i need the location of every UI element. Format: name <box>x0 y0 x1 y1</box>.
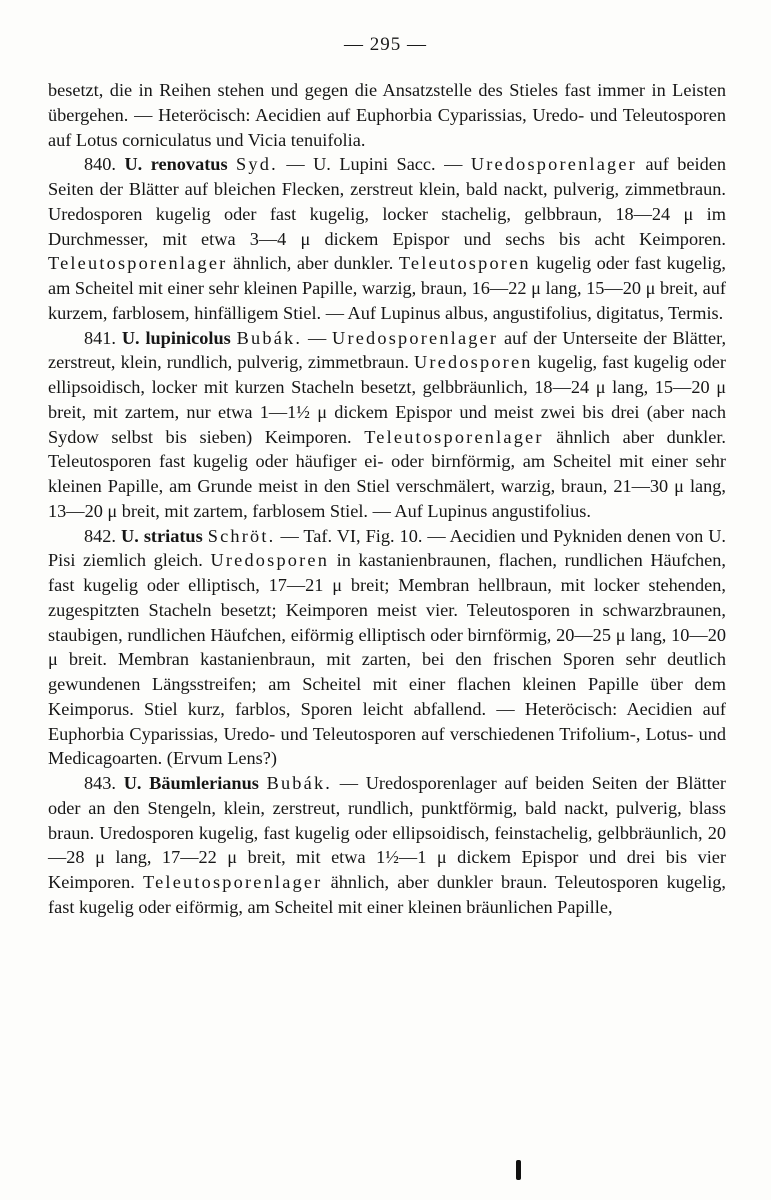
entry-text: kugelig, fast kugelig oder ellipsoidisch, locker mit kurzen Stacheln besetzt, gelbbräunlich, 18—24 μ lang, 15—20 μ breit, mit zartem, nur etwa 1—1½ μ dickem Epispor und meist zwei bis drei (aber nach Sydow selbst bis sieben) Keimporen. <box>48 352 727 447</box>
entry-species: striatus <box>143 525 203 546</box>
entry-text: in kastanienbraunen, flachen, rundlichen Häufchen, fast kugelig oder elliptisch, 17—21 μ breit; Membran hellbraun, mit locker stehenden, zugespitzten Stacheln besetzt; Keimporen meist vier. Teleutosporen in schwarzbraunen, staubigen, rundlichen Häufchen, eiförmig elliptisch oder birnförmig, 20—25 μ lang, 10—20 μ breit. Membran kastanienbraun, mit zarten, bei den frischen Sporen sehr deutlich gewundenen Längsstreifen; am Scheitel mit einer flachen kleinen Papille über dem Keimporus. Stiel kurz, farblos, Sporen leicht abfallend. — Heteröcisch: Aecidien auf Euphorbia Cyparissias, Uredo- und Teleutosporen auf verschiedenen Trifolium-, Lotus- und Medicagoarten. (Ervum Lens?) <box>48 550 726 769</box>
intro-paragraph: besetzt, die in Reihen stehen und gegen die Ansatzstelle des Stieles fast immer in Leisten übergehen. — Heteröcisch: Aecidien auf Euphorbia Cyparissias, Uredo- und Teleutosporen auf Lotus corniculatus und Vicia tenuifolia. <box>48 80 726 150</box>
entry-text: ähnlich, aber dunkler braun. Teleutosporen kugelig, fast kugelig oder eiförmig, am Scheitel mit einer kleinen bräunlichen Papille, <box>48 872 726 917</box>
spaced-term: Teleutosporen <box>398 253 531 274</box>
spaced-term: Teleutosporenlager <box>364 426 544 447</box>
entry-species: Bäumlerianus <box>149 773 259 793</box>
entry-text: — Uredosporenlager auf beiden Seiten der Blätter oder an den Stengeln, klein, zerstreut, rundlich, punktförmig, bald nackt, pulverig, blass braun. Uredosporen kugelig, fast kugelig oder ellipsoidisch, feinstachelig, gelbbräunlich, 20—28 μ lang, 17—22 μ breit, mit etwa 1½—1 μ dickem Epispor und drei bis vier Keimporen. <box>48 773 726 892</box>
body-text <box>48 78 726 920</box>
entry-text: — Taf. VI, Fig. 10. — Aecidien und Pykniden denen von U. Pisi ziemlich gleich. <box>48 525 727 571</box>
page-number: — 295 — <box>344 34 427 55</box>
entry-text: auf der Unterseite der Blätter, zerstreut, klein, rundlich, pulverig, zimmetbraun. <box>48 327 727 373</box>
entry-genus: U. <box>121 525 139 546</box>
species-entry <box>48 524 726 772</box>
entry-text: auf beiden Seiten der Blätter auf bleichen Flecken, zerstreut klein, bald nackt, pulverig, zimmetbraun. Uredosporen kugelig oder fast kugelig, locker stachelig, gelbbraun, 18—24 μ im Durchmesser, mit etwa 3—4 μ dickem Epispor und sechs bis acht Keimporen. <box>48 154 726 249</box>
ink-mark <box>516 1160 521 1180</box>
entry-genus: U. <box>124 154 143 175</box>
species-entry <box>48 771 726 920</box>
entry-species: lupinicolus <box>145 327 231 348</box>
entry-text: — <box>302 327 333 348</box>
spaced-term: Uredosporen <box>413 352 533 373</box>
species-entry <box>48 326 726 524</box>
entry-species: renovatus <box>150 154 228 175</box>
entry-author: Syd. <box>236 154 278 175</box>
entry-number: 843. <box>84 773 116 793</box>
entry-text: ähnlich aber dunkler. Teleutosporen fast kugelig oder häufiger ei- oder birnförmig, am Scheitel mit einer sehr kleinen Papille, am Grunde meist in den Stiel verschmälert, warzig, braun, 21—30 μ lang, 13—20 μ breit, mit zartem, farblosem Stiel. — Auf Lupinus angustifolius. <box>48 426 727 521</box>
spaced-term: Teleutosporenlager <box>48 253 228 274</box>
entry-author: Bubák. <box>266 773 333 793</box>
species-entry <box>48 152 726 325</box>
spaced-term: Teleutosporenlager <box>143 872 323 892</box>
entry-number: 841. <box>84 327 116 348</box>
entry-number: 842. <box>84 525 116 546</box>
entry-text: kugelig oder fast kugelig, am Scheitel mit einer sehr kleinen Papille, warzig, braun, 16—22 μ lang, 15—20 μ breit, auf kurzem, farblosem, hinfälligem Stiel. — Auf Lupinus albus, angustifolius, digitatus, Termis. <box>48 253 726 323</box>
entry-text: — U. Lupini Sacc. — <box>277 154 471 175</box>
entry-genus: U. <box>121 327 140 348</box>
species-entries <box>48 152 726 919</box>
entry-number: 840. <box>84 154 116 175</box>
spaced-term: Uredosporenlager <box>470 154 637 175</box>
entry-genus: U. <box>123 773 142 793</box>
entry-text: ähnlich, aber dunkler. <box>227 253 399 274</box>
spaced-term: Uredosporen <box>210 550 330 571</box>
entry-author: Schröt. <box>207 525 276 546</box>
spaced-term: Uredosporenlager <box>332 327 499 348</box>
entry-author: Bubák. <box>236 327 303 348</box>
